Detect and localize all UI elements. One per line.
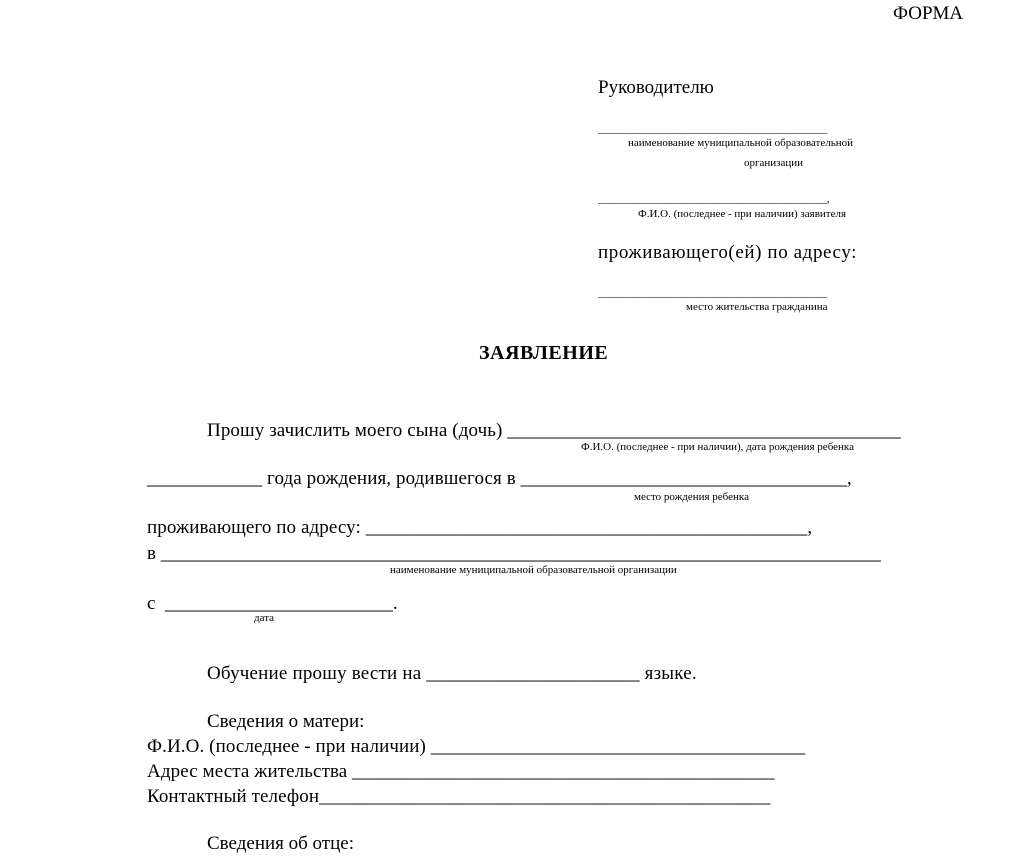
applicant-fio-line[interactable]: ____________________________________________, <box>598 193 830 205</box>
language-line[interactable]: Обучение прошу вести на ______________________ языке. <box>207 663 697 684</box>
target-org-hint: наименование муниципальной образовательной организации <box>390 564 677 576</box>
mother-heading: Сведения о матери: <box>207 711 365 732</box>
child-address-line[interactable]: проживающего по адресу: ______________________________________________, <box>147 517 813 538</box>
addressee-to: Руководителю <box>598 77 714 98</box>
father-heading: Сведения об отце: <box>207 833 354 854</box>
document-title: ЗАЯВЛЕНИЕ <box>479 342 609 364</box>
child-fio-hint: Ф.И.О. (последнее - при наличии), дата рождения ребенка <box>581 441 854 453</box>
start-date-line[interactable]: с ________________________. <box>147 593 398 614</box>
start-date-hint: дата <box>254 612 275 624</box>
org-name-line[interactable]: ____________________________________________ <box>598 123 827 135</box>
child-fio-line[interactable]: Прошу зачислить моего сына (дочь) _________________________________________ <box>207 420 901 441</box>
birth-place-hint: место рождения ребенка <box>634 491 749 503</box>
mother-address-line[interactable]: Адрес места жительства ____________________________________________ <box>147 761 775 782</box>
applicant-fio-hint: Ф.И.О. (последнее - при наличии) заявителя <box>638 208 847 220</box>
mother-phone-line[interactable]: Контактный телефон_______________________________________________ <box>147 786 771 807</box>
form-label: ФОРМА <box>893 3 964 24</box>
applicant-address-line[interactable]: ____________________________________________ <box>598 287 827 299</box>
org-name-hint-2: организации <box>744 157 804 169</box>
target-org-line[interactable]: в ___________________________________________________________________________ <box>147 543 881 564</box>
residing-label: проживающего(ей) по адресу: <box>598 242 858 263</box>
mother-fio-line[interactable]: Ф.И.О. (последнее - при наличии) _______________________________________ <box>147 736 806 757</box>
applicant-address-hint: место жительства гражданина <box>686 301 828 313</box>
birth-place-line[interactable]: ____________ года рождения, родившегося в __________________________________, <box>147 468 852 489</box>
org-name-hint: наименование муниципальной образовательной <box>628 137 854 149</box>
